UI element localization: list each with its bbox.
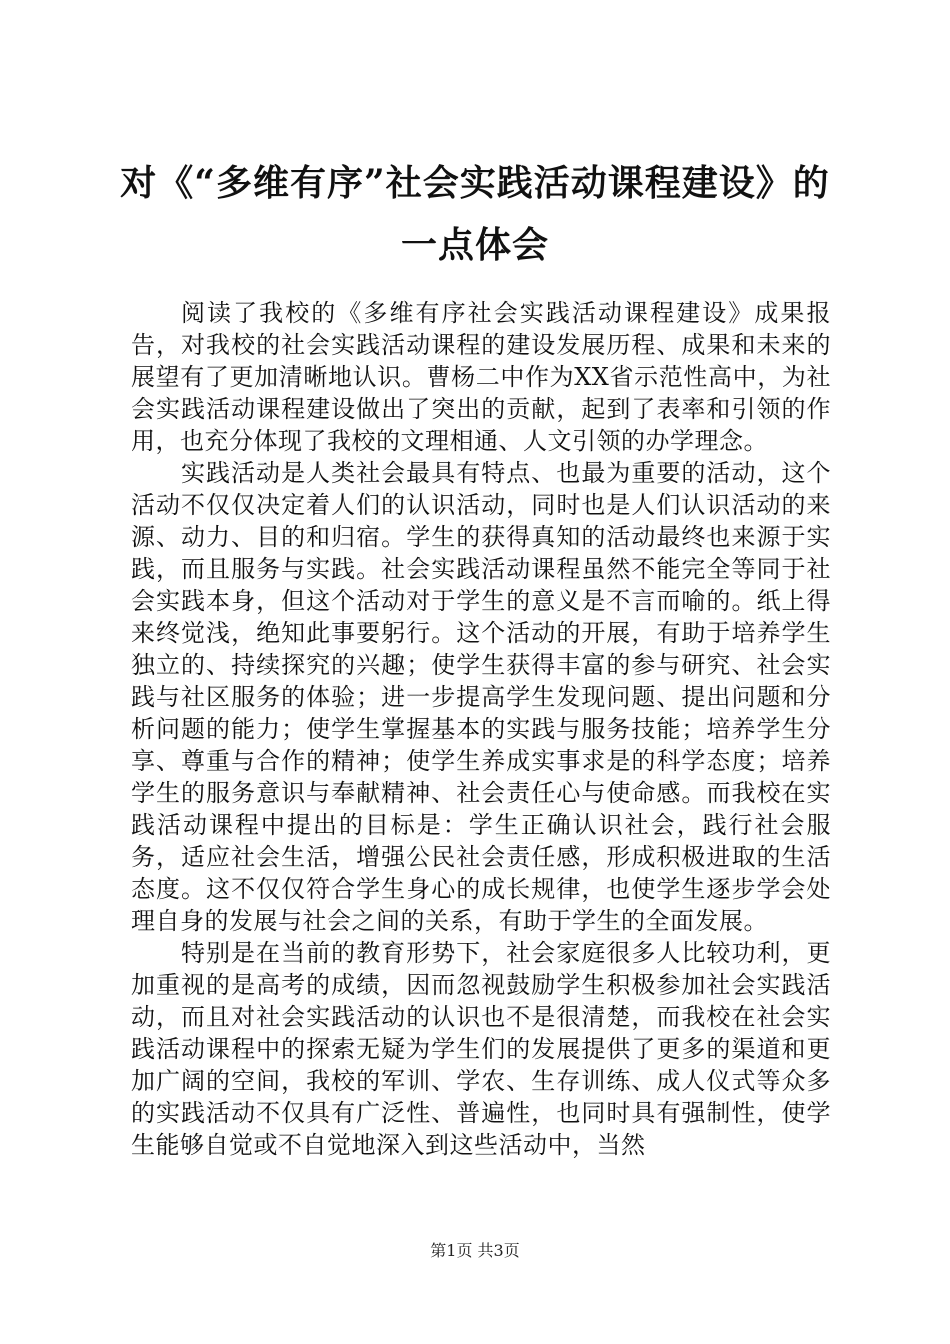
page-footer: 第1页 共3页 <box>430 1241 520 1260</box>
paragraph-1: 阅读了我校的《多维有序社会实践活动课程建设》成果报告，对我校的社会实践活动课程的建设发展历程、成果和未来的展望有了更加清晰地认识。曹杨二中作为XX省示范性高中，为社会实践活动课程建设做出了突出的贡献，起到了表率和引领的作用，也充分体现了我校的文理相通、人文引领的办学理念。 <box>131 299 831 455</box>
paragraph-3: 特别是在当前的教育形势下，社会家庭很多人比较功利，更加重视的是高考的成绩，因而忽视鼓励学生积极参加社会实践活动，而且对社会实践活动的认识也不是很清楚，而我校在社会实践活动课程中的探索无疑为学生们的发展提供了更多的渠道和更加广阔的空间，我校的军训、学农、生存训练、成人仪式等众多的实践活动不仅具有广泛性、普遍性，也同时具有强制性，使学生能够自觉或不自觉地深入到这些活动中，当然 <box>131 939 831 1159</box>
paragraph-2: 实践活动是人类社会最具有特点、也最为重要的活动，这个活动不仅仅决定着人们的认识活动，同时也是人们认识活动的来源、动力、目的和归宿。学生的获得真知的活动最终也来源于实践，而且服务与实践。社会实践活动课程虽然不能完全等同于社会实践本身，但这个活动对于学生的意义是不言而喻的。纸上得来终觉浅，绝知此事要躬行。这个活动的开展，有助于培养学生独立的、持续探究的兴趣；使学生获得丰富的参与研究、社会实践与社区服务的体验；进一步提高学生发现问题、提出问题和分析问题的能力；使学生掌握基本的实践与服务技能；培养学生分享、尊重与合作的精神；使学生养成实事求是的科学态度；培养学生的服务意识与奉献精神、社会责任心与使命感。而我校在实践活动课程中提出的目标是：学生正确认识社会，践行社会服务，适应社会生活，增强公民社会责任感，形成积极进取的生活态度。这不仅仅符合学生身心的成长规律，也使学生逐步学会处理自身的发展与社会之间的关系，有助于学生的全面发展。 <box>131 459 831 935</box>
document-title-line-1: 对《“多维有序”社会实践活动课程建设》的 <box>120 162 830 204</box>
document-title-line-2: 一点体会 <box>400 224 549 266</box>
document-body <box>131 297 831 1161</box>
